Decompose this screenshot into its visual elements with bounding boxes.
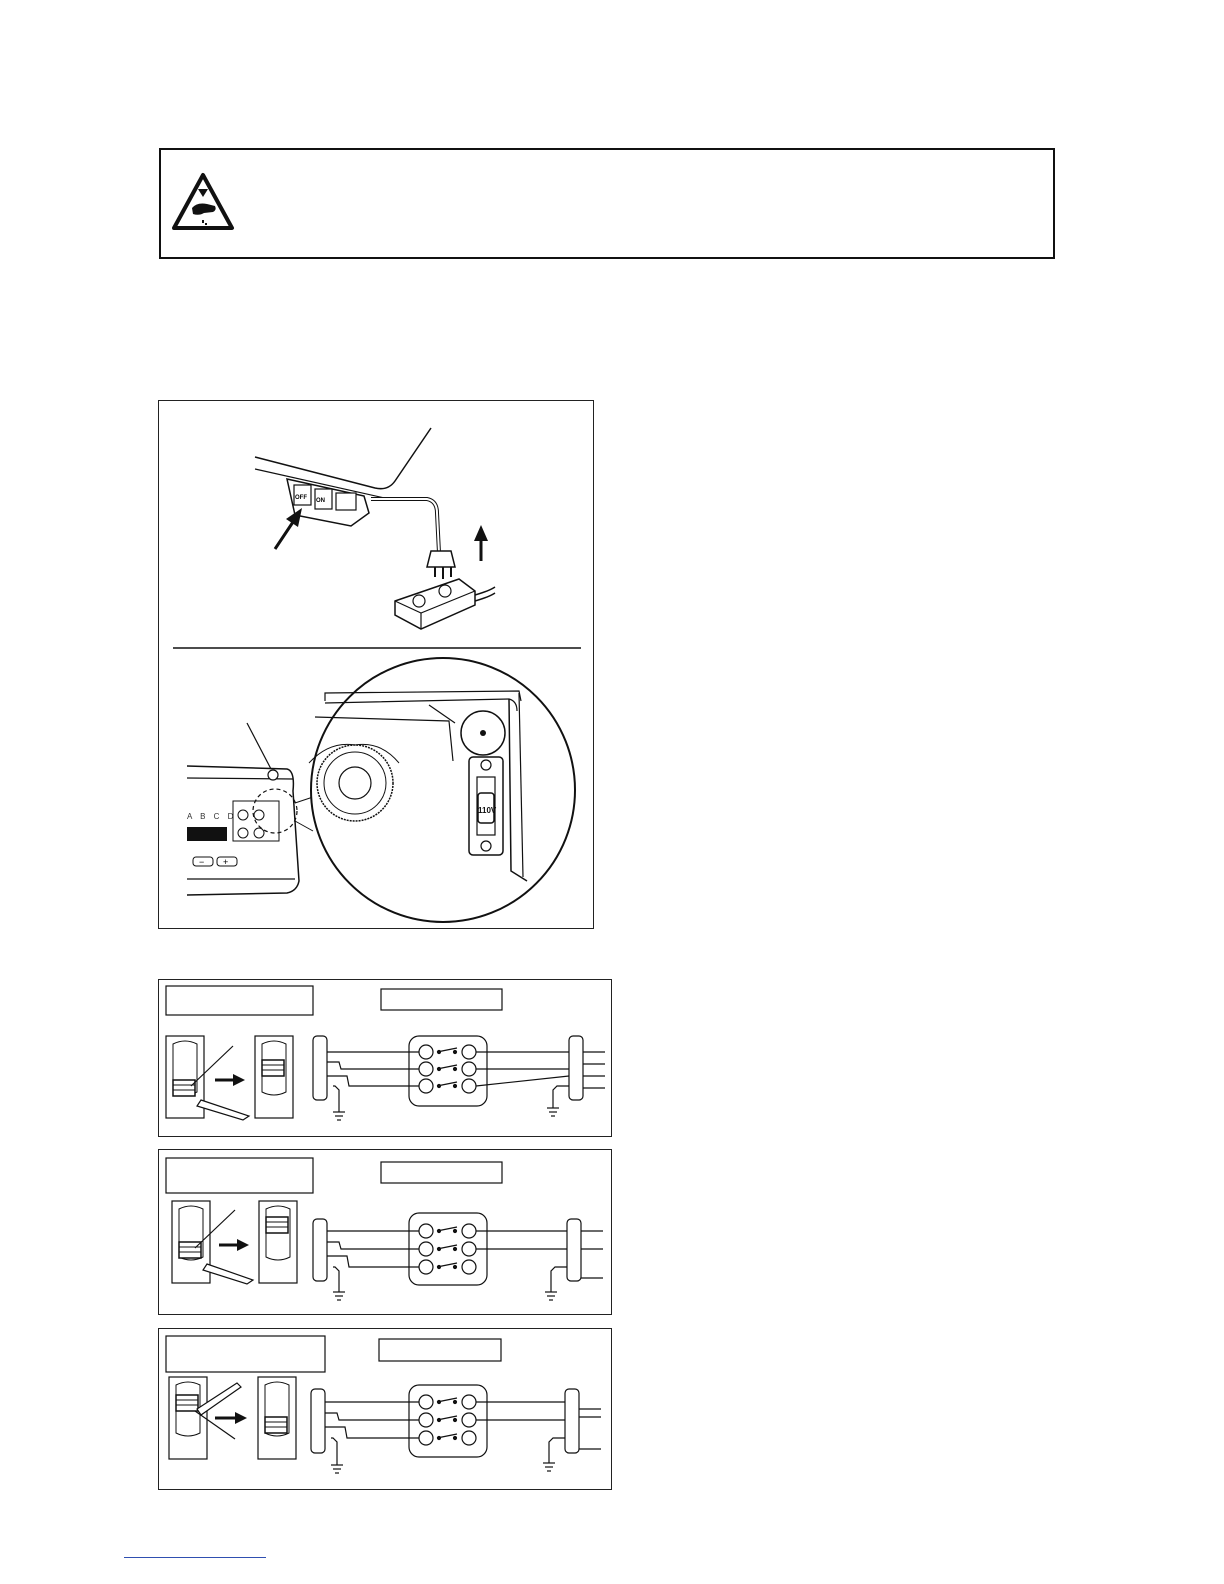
left-connector [313, 1036, 327, 1100]
right-connector [565, 1389, 579, 1453]
power-outlet [395, 579, 475, 629]
footer-rule [124, 1557, 266, 1558]
voltage-diagram-1-label-box-1 [166, 986, 313, 1015]
screwdriver [197, 1100, 249, 1120]
minus-button-label: − [199, 857, 205, 867]
cover-screw [268, 770, 278, 780]
voltage-diagram-3 [158, 1328, 612, 1490]
power-switch-figure [158, 400, 594, 929]
voltage-diagram-2-label-box-1 [166, 1158, 313, 1193]
panel-letters: A B C D [187, 812, 237, 821]
voltage-diagram-2-label-box-2 [381, 1162, 502, 1183]
left-connector [313, 1219, 327, 1281]
fuse-highlight [253, 789, 297, 833]
selector-switch-after [255, 1036, 293, 1118]
warning-box [159, 148, 1055, 259]
plus-button-label: + [223, 857, 229, 867]
left-connector [311, 1389, 325, 1453]
on-switch-label: ON [316, 498, 325, 504]
right-connector [569, 1036, 583, 1100]
off-switch-label: OFF [295, 495, 307, 501]
voltage-diagram-3-label-box-2 [379, 1339, 501, 1361]
voltage-diagram-3-label-box-1 [166, 1336, 325, 1372]
power-plug [427, 551, 455, 567]
voltage-diagram-1-label-box-2 [381, 989, 502, 1010]
panel-display [187, 827, 227, 841]
switch-pointer-arrow [275, 519, 295, 549]
voltage-diagram-2 [158, 1149, 612, 1315]
hand-pinch-hazard-icon [171, 172, 235, 232]
selector-switch-after [259, 1201, 297, 1283]
voltage-selector-label: 110V [478, 806, 497, 815]
selector-switch-before [169, 1377, 207, 1459]
voltage-diagram-1 [158, 979, 612, 1137]
right-connector [567, 1219, 581, 1281]
power-switch-illustration [159, 401, 595, 930]
